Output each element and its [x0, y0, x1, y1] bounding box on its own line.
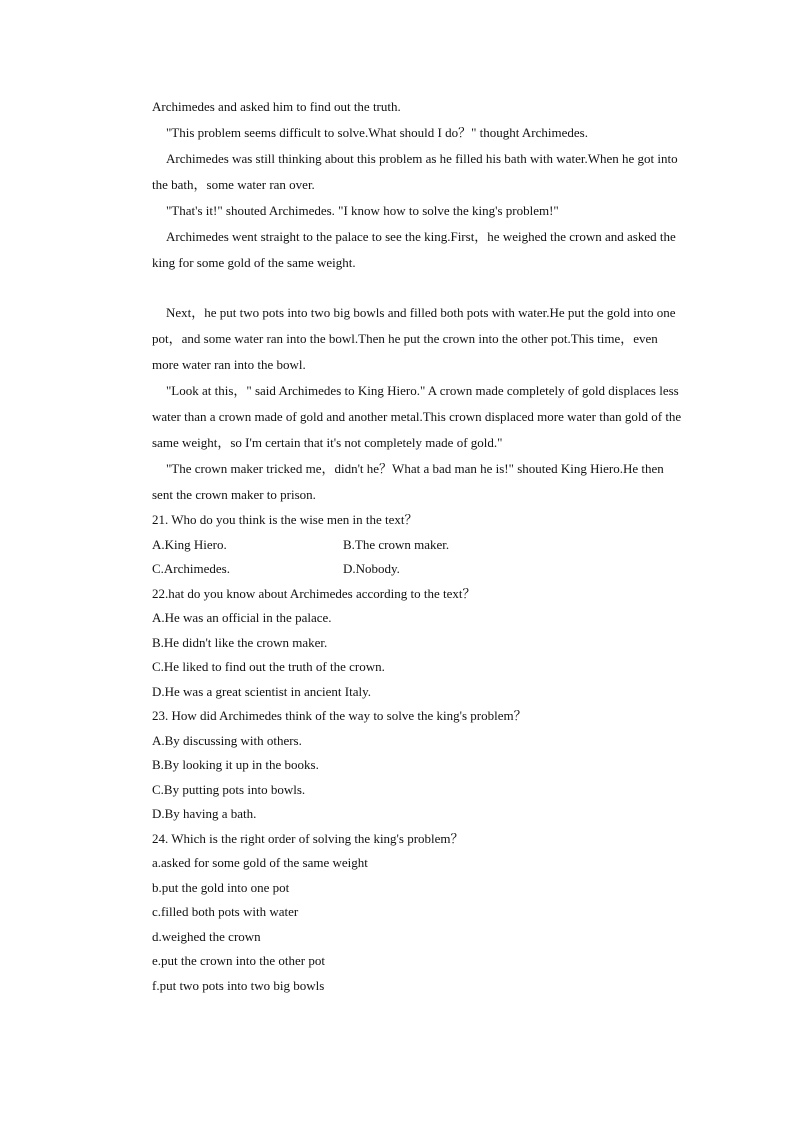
question-21-option-b: B.The crown maker.: [343, 536, 450, 552]
question-23-text: 23. How did Archimedes think of the way to solve the king's problem？: [152, 708, 527, 723]
question-24: [152, 827, 682, 999]
passage-paragraph-6: Next，he put two pots into two big bowls and filled both pots with water.He put the gold into one pot，and some water ran into the bowl.Then he put the crown into the other pot.This time，even more water ran into the bowl.: [152, 305, 676, 372]
document-page: [152, 94, 682, 998]
question-22: [152, 582, 682, 705]
question-23: [152, 704, 682, 827]
question-23-option-c: C.By putting pots into bowls.: [152, 781, 306, 797]
question-21-text: 21. Who do you think is the wise men in the text？: [152, 512, 418, 527]
question-22-option-b: B.He didn't like the crown maker.: [152, 634, 328, 650]
question-22-option-a: A.He was an official in the palace.: [152, 610, 332, 625]
question-21-option-d: D.Nobody.: [343, 561, 400, 576]
paragraph-gap: [152, 276, 682, 300]
question-24-step-b: b.put the gold into one pot: [152, 879, 290, 895]
question-21-options-row-1: [152, 533, 682, 558]
question-23-option-a: A.By discussing with others.: [152, 732, 302, 748]
question-24-step-c: c.filled both pots with water: [152, 904, 299, 919]
question-21-option-c: C.Archimedes.: [152, 561, 230, 576]
question-24-step-a: a.asked for some gold of the same weight: [152, 855, 368, 870]
question-21-options-row-2: [152, 557, 682, 582]
passage-paragraph-5: Archimedes went straight to the palace to see the king.First，he weighed the crown and asked the king for some gold of the same weight.: [152, 229, 676, 270]
question-23-option-d: D.By having a bath.: [152, 806, 257, 821]
passage-paragraph-3: Archimedes was still thinking about this problem as he filled his bath with water.When he got into the bath，some water ran over.: [152, 151, 678, 192]
question-23-option-b: B.By looking it up in the books.: [152, 757, 319, 772]
passage-paragraph-7: "Look at this，" said Archimedes to King Hiero." A crown made completely of gold displaces less water than a crown made of gold and another metal.This crown displaced more water than gold of the same weight，so I'm certain that it's not completely made of gold.": [152, 383, 682, 450]
passage-paragraph-8: "The crown maker tricked me，didn't he？What a bad man he is!" shouted King Hiero.He then sent the crown maker to prison.: [152, 461, 664, 502]
passage-paragraph-1: Archimedes and asked him to find out the truth.: [152, 99, 401, 114]
question-21: [152, 508, 682, 582]
question-24-step-f: f.put two pots into two big bowls: [152, 977, 325, 993]
question-21-option-a: A.King Hiero.: [152, 536, 227, 552]
question-24-step-d: d.weighed the crown: [152, 928, 261, 944]
question-22-text: 22.hat do you know about Archimedes according to the text？: [152, 585, 476, 601]
question-24-step-e: e.put the crown into the other pot: [152, 953, 325, 968]
passage-paragraph-2: "This problem seems difficult to solve.What should I do？" thought Archimedes.: [166, 125, 588, 140]
question-22-option-c: C.He liked to find out the truth of the crown.: [152, 659, 385, 674]
question-24-text: 24. Which is the right order of solving the king's problem？: [152, 830, 464, 846]
passage-paragraph-4: "That's it!" shouted Archimedes. "I know how to solve the king's problem!": [166, 203, 559, 218]
question-22-option-d: D.He was a great scientist in ancient Italy.: [152, 683, 371, 699]
